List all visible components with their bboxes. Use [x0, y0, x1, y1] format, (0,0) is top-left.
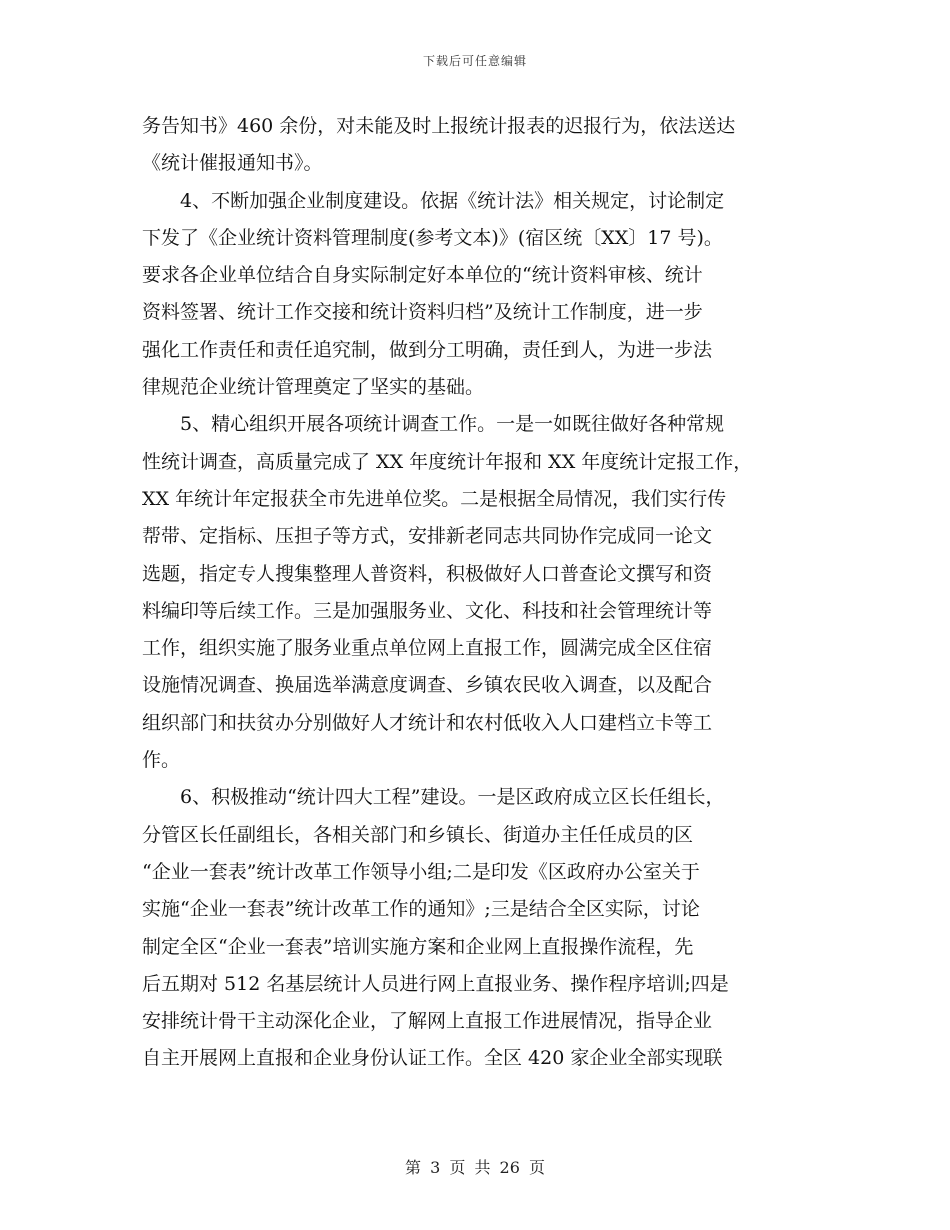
text-line: 料编印等后续工作。三是加强服务业、文化、科技和社会管理统计等 — [142, 599, 713, 622]
text-line: 作。 — [142, 749, 181, 772]
text-line: 后五期对 512 名基层统计人员进行网上直报业务、操作程序培训;四是 — [142, 972, 729, 995]
text-line: 帮带、定指标、压担子等方式，安排新老同志共同协作完成同一论文 — [142, 525, 713, 548]
paragraph-start-5: 5、精心组织开展各项统计调查工作。一是一如既往做好各种常规 — [180, 413, 725, 436]
text-line: 性统计调查，高质量完成了 XX 年度统计年报和 XX 年度统计定报工作， — [142, 450, 753, 473]
text-line: 务告知书》460 余份，对未能及时上报统计报表的迟报行为，依法送达 — [142, 115, 736, 137]
text-line: 实施“企业一套表”统计改革工作的通知》;三是结合全区实际，讨论 — [142, 898, 700, 921]
text-line: 安排统计骨干主动深化企业，了解网上直报工作进展情况，指导企业 — [142, 1010, 713, 1033]
text-line: 组织部门和扶贫办分别做好人才统计和农村低收入人口建档立卡等工 — [142, 711, 713, 734]
paragraph-start-4: 4、不断加强企业制度建设。依据《统计法》相关规定，讨论制定 — [180, 189, 725, 212]
text-line: 制定全区“企业一套表”培训实施方案和企业网上直报操作流程，先 — [142, 935, 694, 958]
text-line: XX 年统计年定报获全市先进单位奖。二是根据全局情况，我们实行传 — [142, 487, 727, 510]
text-line: 选题，指定专人搜集整理人普资料，积极做好人口普查论文撰写和资 — [142, 562, 713, 585]
page-number-footer: 第 3 页 共 26 页 — [405, 1158, 545, 1177]
text-line: 分管区长任副组长，各相关部门和乡镇长、街道办主任任成员的区 — [142, 823, 694, 846]
text-line: 自主开展网上直报和企业身份认证工作。全区 420 家企业全部实现联 — [142, 1047, 723, 1070]
text-line: 要求各企业单位结合自身实际制定好本单位的“统计资料审核、统计 — [142, 264, 703, 287]
paragraph-start-6: 6、积极推动“统计四大工程”建设。一是区政府成立区长任组长， — [180, 786, 725, 809]
text-line: 工作，组织实施了服务业重点单位网上直报工作，圆满完成全区住宿 — [142, 637, 713, 660]
text-line: 律规范企业统计管理奠定了坚实的基础。 — [142, 376, 485, 399]
document-body — [142, 108, 812, 1078]
text-line: 设施情况调查、换届选举满意度调查、乡镇农民收入调查，以及配合 — [142, 674, 713, 697]
page-header: 下载后可任意编辑 — [422, 54, 527, 68]
text-line: 下发了《企业统计资料管理制度(参考文本)》(宿区统〔XX〕17 号)。 — [142, 226, 723, 249]
text-line: 强化工作责任和责任追究制，做到分工明确，责任到人，为进一步法 — [142, 338, 713, 361]
text-line: 资料签署、统计工作交接和统计资料归档”及统计工作制度，进一步 — [142, 301, 703, 324]
text-line: 《统计催报通知书》。 — [142, 152, 323, 175]
text-line: “企业一套表”统计改革工作领导小组;二是印发《区政府办公室关于 — [142, 860, 700, 883]
